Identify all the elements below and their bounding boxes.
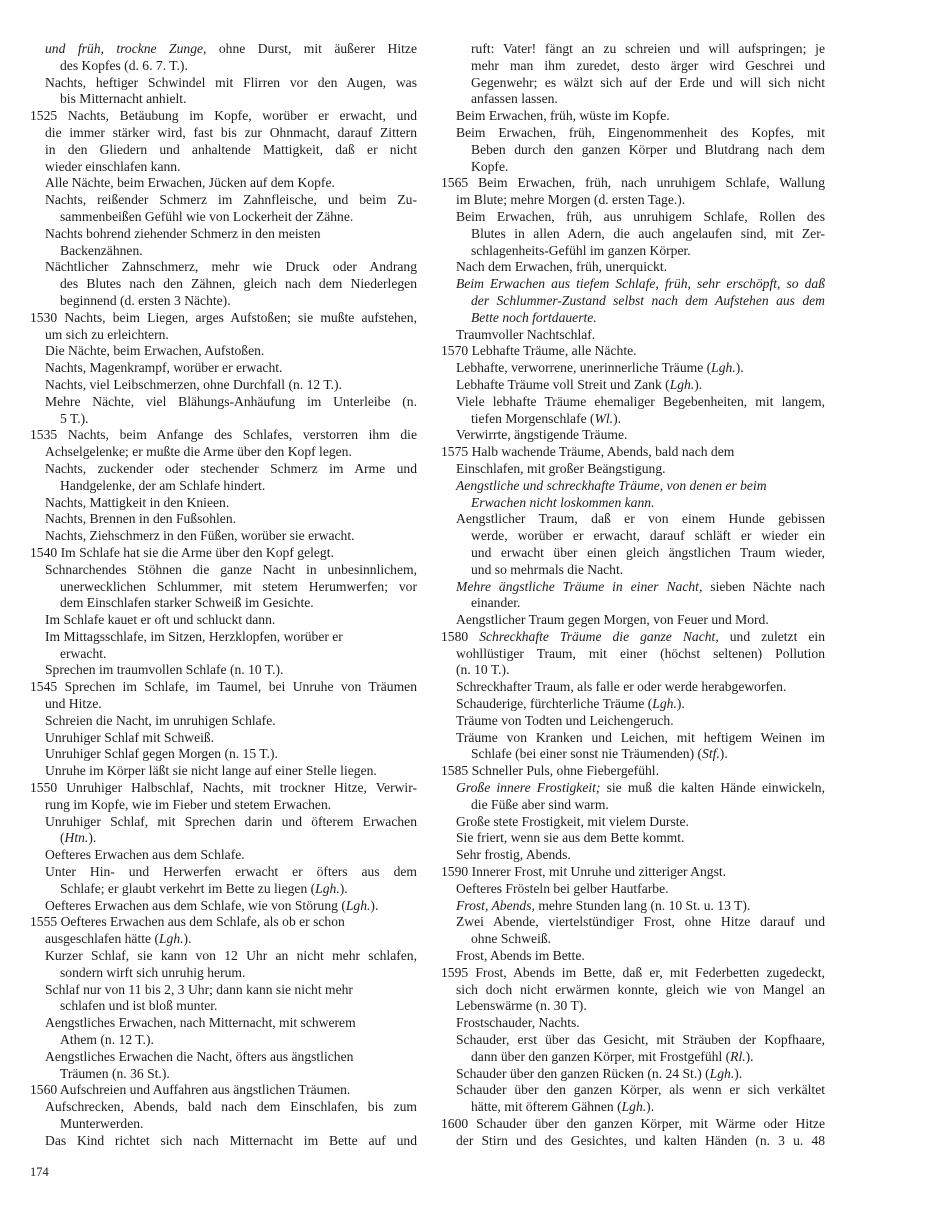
text-line: Aengstliches Erwachen die Nacht, öfters aus ängstlichen <box>45 1048 354 1064</box>
text-line: 1560 Aufschreien und Auffahren aus ängstlichen Träumen. <box>30 1082 351 1098</box>
text-line: der Stirn und des Gesichtes, und kalten Händen (n. 3 u. 48 <box>456 1132 825 1148</box>
text-line: 1565 Beim Erwachen, früh, nach unruhigem Schlafe, Wallung <box>441 175 825 191</box>
text-line: mehr man ihm zuredet, desto ärger wird Geschrei und <box>471 57 825 73</box>
text-line: wohllüstiger Traum, mit einer (höchst seltenen) Pollution <box>456 645 825 661</box>
text-line: Schreien die Nacht, im unruhigen Schlafe. <box>45 712 276 728</box>
text-line: 1570 Lebhafte Träume, alle Nächte. <box>441 343 637 359</box>
text-line: Unter Hin- und Herwerfen erwacht er öfters aus dem <box>45 864 417 880</box>
text-line: Träume von Kranken und Leichen, mit heftigem Weinen im <box>456 729 825 745</box>
text-line <box>441 360 825 377</box>
text-line <box>30 41 417 58</box>
text-line: und so mehrmals die Nacht. <box>471 561 624 577</box>
text-line <box>441 780 825 797</box>
italic-segment: Wl. <box>594 410 614 426</box>
text-line: Träumen (n. 36 St.). <box>60 1065 170 1081</box>
text-line: Aengstlicher Traum, daß er von einem Hunde gebissen <box>456 511 825 527</box>
italic-segment: Lgh. <box>652 696 677 712</box>
text-segment: ausgeschlafen hätte ( <box>45 931 159 947</box>
text-line: Oefteres Frösteln bei gelber Hautfarbe. <box>456 880 669 896</box>
text-line: sammenbeißen Gefühl wie von Lockerheit der Zähne. <box>60 208 354 224</box>
text-line: rung im Kopfe, wie im Fieber und stetem Erwachen. <box>45 796 332 812</box>
text-segment: Schauderige, fürchterliche Träume ( <box>456 696 653 712</box>
text-line: 1535 Nachts, beim Anfange des Schlafes, verstorren ihm die <box>30 427 417 443</box>
italic-segment: Lgh. <box>345 897 371 913</box>
text-segment: ). <box>646 1099 655 1115</box>
text-line: Achselgelenke; er mußte die Arme über den Kopf legen. <box>45 444 352 460</box>
text-line: Kurzer Schlaf, sie kann von 12 Uhr an nicht mehr schlafen, <box>45 948 417 964</box>
text-line: Schreckhafter Traum, als falle er oder werde herabgeworfen. <box>456 679 787 695</box>
text-line: ruft: Vater! fängt an zu schreien und will aufspringen; je <box>471 41 825 56</box>
text-segment: ). <box>339 880 348 896</box>
text-line: Schnarchendes Stöhnen die ganze Nacht in unbesinnlichem, <box>45 561 417 577</box>
text-segment: Schlafe; er glaubt verkehrt im Bette zu liegen ( <box>60 880 316 896</box>
text-segment: tiefen Morgenschlafe ( <box>471 410 595 426</box>
text-line: im Blute; mehre Morgen (d. ersten Tage.). <box>456 192 686 208</box>
text-segment: ). <box>88 830 97 846</box>
text-line: unerwecklichen Schlummer, mit stetem Herumwerfen; vor <box>60 578 417 594</box>
text-line: Im Schlafe kauet er oft und schluckt dann. <box>45 612 276 628</box>
text-segment: Schlafe (bei einer sonst nie Träumenden) ( <box>471 746 703 762</box>
italic-segment: Lgh. <box>315 880 340 896</box>
text-line: 1555 Oefteres Erwachen aus dem Schlafe, als ob er schon <box>30 914 345 930</box>
text-line: Nachts, heftiger Schwindel mit Flirren vor den Augen, was <box>45 74 417 90</box>
text-line: Backenzähnen. <box>60 242 143 258</box>
text-line: 1590 Innerer Frost, mit Unruhe und zitteriger Angst. <box>441 864 727 880</box>
text-segment: sieben Nächte nach <box>702 578 825 594</box>
text-segment: ). <box>745 1048 754 1064</box>
text-line: 1595 Frost, Abends im Bette, daß er, mit Federbetten zugedeckt, <box>441 964 825 980</box>
text-line: sich doch nicht erwärmen konnte, gleich wie von Mangel an <box>456 981 825 997</box>
text-line <box>441 898 825 915</box>
text-line: Nächtlicher Zahnschmerz, mehr wie Druck oder Andrang <box>45 259 417 275</box>
text-line <box>441 1049 825 1066</box>
text-segment: und zuletzt ein <box>718 628 825 644</box>
text-line <box>30 881 417 898</box>
text-line <box>30 898 417 915</box>
text-line: Sprechen im traumvollen Schlafe (n. 10 T.). <box>45 662 284 678</box>
text-line: Gegenwehr; es wälzt sich auf der Erde und will sich nicht <box>471 74 825 90</box>
text-line: Beim Erwachen, früh, wüste im Kopfe. <box>456 108 670 124</box>
text-line: (n. 10 T.). <box>456 662 510 678</box>
italic-segment: Htn. <box>64 830 89 846</box>
text-line: Athem (n. 12 T.). <box>60 1032 154 1048</box>
text-segment: dann über den ganzen Körper, mit Frostgefühl ( <box>471 1048 731 1064</box>
text-line: Nachts, Brennen in den Fußsohlen. <box>45 511 237 527</box>
text-line <box>441 411 825 428</box>
text-line: Lebenswärme (n. 30 T). <box>456 998 587 1014</box>
text-line: erwacht. <box>60 645 107 661</box>
text-line: Das Kind richtet sich nach Mitternacht im Bette auf und <box>45 1132 417 1148</box>
text-line: Unruhiger Schlaf, mit Sprechen darin und öfterem Erwachen <box>45 813 417 829</box>
text-line: Viele lebhafte Träume ehemaliger Begebenheiten, mit langem, <box>456 393 825 409</box>
text-line: Nachts, zuckender oder stechender Schmerz im Arme und <box>45 460 417 476</box>
text-line: 5 T.). <box>60 410 89 426</box>
text-line: Frost, Abends im Bette. <box>456 948 585 964</box>
text-line: Handgelenke, der am Schlafe hindert. <box>60 477 266 493</box>
text-segment: ohne Durst, mit äußerer Hitze <box>206 41 417 56</box>
text-line: Frostschauder, Nachts. <box>456 1015 580 1031</box>
text-segment: ). <box>734 1065 743 1081</box>
text-line: Sie friert, wenn sie aus dem Bette kommt. <box>456 830 685 846</box>
text-line: Mehre Nächte, viel Blähungs-Anhäufung im Unterleibe (n. <box>45 393 417 409</box>
text-segment: 1580 <box>441 628 480 644</box>
text-line: 1585 Schneller Puls, ohne Fiebergefühl. <box>441 763 659 779</box>
text-line: Unruhiger Schlaf gegen Morgen (n. 15 T.). <box>45 746 278 762</box>
text-line: Blutes in allen Adern, die auch angelaufen sind, mit Zer- <box>471 225 825 241</box>
text-line: 1575 Halb wachende Träume, Abends, bald nach dem <box>441 444 735 460</box>
text-line: anfassen lassen. <box>471 91 558 107</box>
text-line: Bette noch fortdauerte. <box>471 309 597 325</box>
text-line: des Kopfes (d. 6. 7. T.). <box>60 57 188 73</box>
text-segment: sie muß die kalten Hände einwickeln, <box>600 780 825 796</box>
text-line: 1540 Im Schlafe hat sie die Arme über den Kopf gelegt. <box>30 544 334 560</box>
text-line <box>441 1066 825 1083</box>
text-line: Aufschrecken, Abends, bald nach dem Einschlafen, bis zum <box>45 1099 417 1115</box>
text-line: und Hitze. <box>45 696 102 712</box>
text-line <box>441 1099 825 1116</box>
text-line: dem Einschlafen starker Schweiß im Gesichte. <box>60 595 314 611</box>
text-line: Beim Erwachen aus tiefem Schlafe, früh, sehr erschöpft, so daß <box>456 276 825 292</box>
text-segment: ). <box>735 360 744 376</box>
text-line: Aengstliches Erwachen, nach Mitternacht, mit schwerem <box>45 1015 356 1031</box>
text-line: 1545 Sprechen im Schlafe, im Taumel, bei Unruhe von Träumen <box>30 679 417 695</box>
text-line: schlagenheits-Gefühl im ganzen Körper. <box>471 242 691 258</box>
text-line: Die Nächte, beim Erwachen, Aufstoßen. <box>45 343 265 359</box>
text-line <box>441 629 825 646</box>
text-line: Unruhe im Körper läßt sie nicht lange auf einer Stelle liegen. <box>45 763 377 779</box>
text-line: Nachts, viel Leibschmerzen, ohne Durchfall (n. 12 T.). <box>45 376 342 392</box>
text-line: beginnend (d. ersten 3 Nächte). <box>60 292 231 308</box>
text-line <box>30 830 417 847</box>
text-line: Nachts, Ziehschmerz in den Füßen, worüber sie erwacht. <box>45 528 355 544</box>
text-line: 1530 Nachts, beim Liegen, arges Aufstoßen; sie mußte aufstehen, <box>30 309 417 325</box>
text-segment: hätte, mit öfterem Gähnen ( <box>471 1099 622 1115</box>
italic-segment: Stf. <box>702 746 720 762</box>
text-line: die immer stärker wird, fast bis zur Ohnmacht, darauf Zittern <box>45 124 417 140</box>
text-line <box>441 579 825 596</box>
text-line: Munterwerden. <box>60 1116 144 1131</box>
italic-segment: Lgh. <box>158 931 184 947</box>
text-segment: Oefteres Erwachen aus dem Schlafe, wie von Störung ( <box>45 897 346 913</box>
left-text-column <box>30 41 417 1150</box>
text-segment: ). <box>694 376 703 392</box>
text-line: und erwacht über einen gleich ängstlichen Traum wieder, <box>471 544 825 560</box>
text-segment: ). <box>370 897 379 913</box>
text-segment: Schauder über den ganzen Rücken (n. 24 St.) ( <box>456 1065 710 1081</box>
italic-segment: Rl. <box>730 1048 746 1064</box>
text-line: Beim Erwachen, früh, Eingenommenheit des Kopfes, mit <box>456 124 825 140</box>
text-line <box>441 377 825 394</box>
italic-segment: und früh, trockne Zunge, <box>45 41 207 56</box>
italic-segment: Große innere Frostigkeit; <box>456 780 601 796</box>
right-text-column <box>441 41 825 1150</box>
text-line: Beim Erwachen, früh, aus unruhigem Schlafe, Rollen des <box>456 208 825 224</box>
text-line: Verwirrte, ängstigende Träume. <box>456 427 628 443</box>
text-line: wieder einschlafen kann. <box>45 158 181 174</box>
text-line: der Schlummer-Zustand selbst nach dem Aufstehen aus dem <box>471 292 825 308</box>
text-line: Nach dem Erwachen, früh, unerquickt. <box>456 259 667 275</box>
text-line: Beben durch den ganzen Körper und Blutdrang nach dem <box>471 141 825 157</box>
text-line: Nachts bohrend ziehender Schmerz in den meisten <box>45 225 321 241</box>
text-line: Oefteres Erwachen aus dem Schlafe. <box>45 847 245 863</box>
text-line: Alle Nächte, beim Erwachen, Jücken auf dem Kopfe. <box>45 175 335 191</box>
text-line: Im Mittagsschlafe, im Sitzen, Herzklopfen, worüber er <box>45 628 343 644</box>
text-segment: ). <box>676 696 685 712</box>
text-line: Nachts, Mattigkeit in den Knieen. <box>45 494 230 510</box>
text-line: bis Mitternacht anhielt. <box>60 91 187 107</box>
text-line: einander. <box>471 595 521 611</box>
text-line: Schauder, erst über das Gesicht, mit Sträuben der Kopfhaare, <box>456 1032 825 1048</box>
text-line: Nachts, Magenkrampf, worüber er erwacht. <box>45 360 283 376</box>
text-line: Traumvoller Nachtschlaf. <box>456 326 596 342</box>
italic-segment: Schreckhafte Träume die ganze Nacht, <box>479 628 719 644</box>
text-line: Erwachen nicht loskommen kann. <box>471 494 655 510</box>
text-line: schlafen und ist bloß munter. <box>60 998 218 1014</box>
text-line: Große stete Frostigkeit, mit vielem Durste. <box>456 813 689 829</box>
text-line: Aengstliche und schreckhafte Träume, von denen er beim <box>456 477 767 493</box>
text-line: Kopfe. <box>471 158 509 174</box>
italic-segment: Lgh. <box>711 360 736 376</box>
text-line <box>30 931 417 948</box>
text-line: Schlaf nur von 11 bis 2, 3 Uhr; dann kann sie nicht mehr <box>45 981 353 997</box>
text-segment: ). <box>183 931 192 947</box>
italic-segment: Frost, Abends, <box>456 897 535 913</box>
text-segment: mehre Stunden lang (n. 10 St. u. 13 T). <box>534 897 751 913</box>
text-line: um sich zu erleichtern. <box>45 326 169 342</box>
italic-segment: Lgh. <box>709 1065 735 1081</box>
text-line: Unruhiger Schlaf mit Schweiß. <box>45 729 215 745</box>
italic-segment: Lgh. <box>669 376 695 392</box>
text-line: ohne Schweiß. <box>471 931 552 947</box>
text-line: werde, worüber er erwacht, darauf schläft er wieder ein <box>471 528 825 544</box>
italic-segment: Mehre ängstliche Träume in einer Nacht, <box>456 578 703 594</box>
text-segment: ( <box>60 830 65 846</box>
text-segment: Lebhafte, verworrene, unerinnerliche Träume ( <box>456 360 712 376</box>
text-line: des Blutes nach den Zähnen, gleich nach dem Niederlegen <box>60 276 417 292</box>
text-line <box>441 746 825 763</box>
text-line: Schauder über den ganzen Körper, als wenn er sich verkältet <box>456 1082 825 1098</box>
text-line: Sehr frostig, Abends. <box>456 847 571 863</box>
page-number: 174 <box>30 1165 49 1179</box>
text-line: Nachts, reißender Schmerz im Zahnfleische, und beim Zu- <box>45 192 417 208</box>
text-segment: ). <box>613 410 621 426</box>
text-line: Einschlafen, mit großer Beängstigung. <box>456 460 666 476</box>
text-line: Zwei Abende, viertelstündiger Frost, ohne Hitze darauf und <box>456 914 825 930</box>
text-line <box>441 696 825 713</box>
text-line: 1550 Unruhiger Halbschlaf, Nachts, mit trockner Hitze, Verwir- <box>30 780 417 796</box>
text-line: die Füße aber sind warm. <box>471 796 609 812</box>
text-line: in den Gliedern und anhaltende Mattigkeit, daß er nicht <box>45 141 417 157</box>
text-segment: Lebhafte Träume voll Streit und Zank ( <box>456 376 670 392</box>
text-line: 1525 Nachts, Betäubung im Kopfe, worüber er erwacht, und <box>30 108 417 124</box>
italic-segment: Lgh. <box>621 1099 647 1115</box>
text-line: Aengstlicher Traum gegen Morgen, von Feuer und Mord. <box>456 612 769 628</box>
text-segment: ). <box>719 746 728 762</box>
text-line: 1600 Schauder über den ganzen Körper, mit Wärme oder Hitze <box>441 1116 825 1131</box>
text-line: Träume von Todten und Leichengeruch. <box>456 712 674 728</box>
text-line: sondern wirft sich unruhig herum. <box>60 964 246 980</box>
